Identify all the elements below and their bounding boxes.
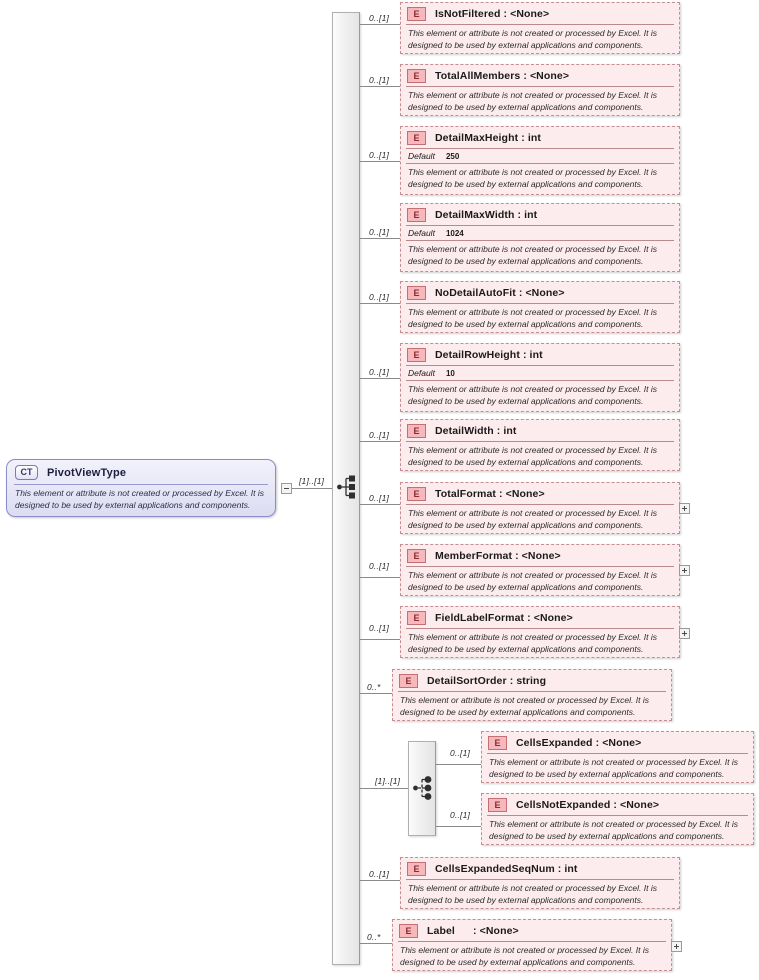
connector-choice-row-1	[436, 826, 481, 827]
element-node-nodetailautofit[interactable]	[400, 281, 680, 333]
connector-row-8	[360, 577, 400, 578]
element-node-cellsnotexpanded[interactable]	[481, 793, 754, 845]
element-documentation: This element or attribute is not created or processed by Excel. It is designed to be used by external applications and components.	[408, 90, 657, 112]
connector-row-5	[360, 378, 400, 379]
element-header	[401, 545, 679, 566]
cardinality-row-3: 0..[1]	[369, 227, 390, 237]
connector-choice-row-0	[436, 764, 481, 765]
element-header	[482, 732, 753, 753]
element-name: MemberFormat : <None>	[435, 550, 561, 562]
element-badge-icon: E	[407, 208, 426, 222]
element-badge-icon: E	[407, 862, 426, 876]
element-header	[401, 204, 679, 225]
element-name: DetailMaxHeight : int	[435, 132, 541, 144]
element-node-cellsexpandedseqnum[interactable]	[400, 857, 680, 909]
element-node-detailsortorder[interactable]	[392, 669, 672, 721]
element-badge-icon: E	[407, 424, 426, 438]
complextype-header	[7, 460, 275, 483]
element-header	[401, 127, 679, 148]
default-label: Default	[408, 368, 435, 378]
element-name: DetailSortOrder : string	[427, 675, 547, 687]
element-documentation: This element or attribute is not created or processed by Excel. It is designed to be used by external applications and components.	[489, 819, 738, 841]
cardinality-row-10: 0..*	[367, 682, 381, 692]
element-node-cellsexpanded[interactable]	[481, 731, 754, 783]
element-name: FieldLabelFormat : <None>	[435, 612, 573, 624]
element-name: CellsExpandedSeqNum : int	[435, 863, 578, 875]
element-node-totalformat[interactable]	[400, 482, 680, 534]
element-name: DetailRowHeight : int	[435, 349, 543, 361]
element-name: DetailWidth : int	[435, 425, 517, 437]
element-header	[401, 282, 679, 303]
element-badge-icon: E	[399, 924, 418, 938]
element-documentation: This element or attribute is not created or processed by Excel. It is designed to be used by external applications and components.	[408, 28, 657, 50]
element-header	[401, 65, 679, 86]
element-badge-icon: E	[399, 674, 418, 688]
expand-toggle-label[interactable]	[671, 941, 682, 952]
connector-row-11	[360, 880, 400, 881]
element-documentation: This element or attribute is not created or processed by Excel. It is designed to be used by external applications and components.	[408, 384, 657, 406]
element-badge-icon: E	[407, 131, 426, 145]
element-header	[401, 858, 679, 879]
default-value: 10	[445, 369, 455, 378]
connector-row-9	[360, 639, 400, 640]
element-name: CellsExpanded : <None>	[516, 737, 642, 749]
cardinality-choice-row-1: 0..[1]	[450, 810, 471, 820]
default-label: Default	[408, 151, 435, 161]
element-badge-icon: E	[407, 487, 426, 501]
cardinality-choice-group: [1]..[1]	[375, 776, 401, 786]
cardinality-row-11: 0..[1]	[369, 869, 390, 879]
element-badge-icon: E	[407, 611, 426, 625]
element-header	[401, 483, 679, 504]
cardinality-choice-row-0: 0..[1]	[450, 748, 471, 758]
element-header	[482, 794, 753, 815]
sequence-compositor-icon	[337, 474, 359, 500]
element-default-row	[401, 366, 679, 380]
connector-row-3	[360, 238, 400, 239]
element-node-label[interactable]	[392, 919, 672, 971]
element-documentation: This element or attribute is not created or processed by Excel. It is designed to be used by external applications and components.	[489, 757, 738, 779]
element-badge-icon: E	[488, 736, 507, 750]
choice-compositor-icon	[413, 775, 435, 801]
cardinality-row-1: 0..[1]	[369, 75, 390, 85]
expand-toggle-memberformat[interactable]	[679, 565, 690, 576]
cardinality-row-8: 0..[1]	[369, 561, 390, 571]
element-node-fieldlabelformat[interactable]	[400, 606, 680, 658]
element-node-detailmaxwidth[interactable]	[400, 203, 680, 272]
element-header	[393, 670, 671, 691]
element-name: IsNotFiltered : <None>	[435, 8, 550, 20]
cardinality-root-sequence: [1]..[1]	[299, 476, 325, 486]
element-node-memberformat[interactable]	[400, 544, 680, 596]
element-documentation: This element or attribute is not created or processed by Excel. It is designed to be used by external applications and components.	[408, 883, 657, 905]
cardinality-row-2: 0..[1]	[369, 150, 390, 160]
element-documentation: This element or attribute is not created or processed by Excel. It is designed to be used by external applications and components.	[408, 632, 657, 654]
element-header	[401, 607, 679, 628]
element-node-isnotfiltered[interactable]	[400, 2, 680, 54]
element-node-detailrowheight[interactable]	[400, 343, 680, 412]
element-default-row	[401, 226, 679, 240]
connector-row-6	[360, 441, 400, 442]
connector-row-1	[360, 86, 400, 87]
cardinality-row-7: 0..[1]	[369, 493, 390, 503]
connector-sequence-to-choice	[360, 788, 408, 789]
connector-row-2	[360, 161, 400, 162]
default-label: Default	[408, 228, 435, 238]
element-header	[401, 344, 679, 365]
connector-row-12	[360, 943, 392, 944]
expand-toggle-totalformat[interactable]	[679, 503, 690, 514]
element-documentation: This element or attribute is not created or processed by Excel. It is designed to be used by external applications and components.	[408, 167, 657, 189]
cardinality-row-4: 0..[1]	[369, 292, 390, 302]
default-value: 250	[445, 152, 460, 161]
cardinality-row-5: 0..[1]	[369, 367, 390, 377]
element-badge-icon: E	[407, 549, 426, 563]
element-badge-icon: E	[407, 348, 426, 362]
element-badge-icon: E	[488, 798, 507, 812]
collapse-toggle-root[interactable]	[281, 483, 292, 494]
cardinality-row-6: 0..[1]	[369, 430, 390, 440]
element-documentation: This element or attribute is not created or processed by Excel. It is designed to be used by external applications and components.	[408, 244, 657, 266]
connector-row-4	[360, 303, 400, 304]
element-node-detailwidth[interactable]	[400, 419, 680, 471]
element-header	[393, 920, 671, 941]
connector-row-7	[360, 504, 400, 505]
element-node-totalallmembers[interactable]	[400, 64, 680, 116]
element-documentation: This element or attribute is not created or processed by Excel. It is designed to be used by external applications and components.	[408, 445, 657, 467]
complextype-documentation: This element or attribute is not created or processed by Excel. It is designed to be used by external applications and components.	[15, 488, 264, 510]
element-badge-icon: E	[407, 7, 426, 21]
element-header	[401, 3, 679, 24]
element-badge-icon: E	[407, 69, 426, 83]
element-documentation: This element or attribute is not created or processed by Excel. It is designed to be used by external applications and components.	[408, 307, 657, 329]
element-name: TotalAllMembers : <None>	[435, 70, 570, 82]
connector-row-10	[360, 693, 392, 694]
cardinality-row-0: 0..[1]	[369, 13, 390, 23]
complextype-node-pivotviewtype[interactable]	[6, 459, 276, 517]
element-header	[401, 420, 679, 441]
expand-toggle-fieldlabelformat[interactable]	[679, 628, 690, 639]
element-name: TotalFormat : <None>	[435, 488, 545, 500]
element-name: Label : <None>	[427, 925, 519, 937]
element-documentation: This element or attribute is not created or processed by Excel. It is designed to be used by external applications and components.	[400, 695, 649, 717]
complextype-name: PivotViewType	[47, 466, 127, 479]
element-documentation: This element or attribute is not created or processed by Excel. It is designed to be used by external applications and components.	[408, 508, 657, 530]
element-badge-icon: E	[407, 286, 426, 300]
element-name: NoDetailAutoFit : <None>	[435, 287, 565, 299]
connector-root-to-sequence	[292, 488, 334, 489]
default-value: 1024	[445, 229, 464, 238]
cardinality-row-9: 0..[1]	[369, 623, 390, 633]
element-node-detailmaxheight[interactable]	[400, 126, 680, 195]
element-documentation: This element or attribute is not created or processed by Excel. It is designed to be used by external applications and components.	[400, 945, 649, 967]
element-default-row	[401, 149, 679, 163]
connector-row-0	[360, 24, 400, 25]
element-name: CellsNotExpanded : <None>	[516, 799, 660, 811]
complextype-badge-icon: CT	[15, 465, 38, 480]
cardinality-row-12: 0..*	[367, 932, 381, 942]
element-documentation: This element or attribute is not created or processed by Excel. It is designed to be used by external applications and components.	[408, 570, 657, 592]
element-name: DetailMaxWidth : int	[435, 209, 538, 221]
